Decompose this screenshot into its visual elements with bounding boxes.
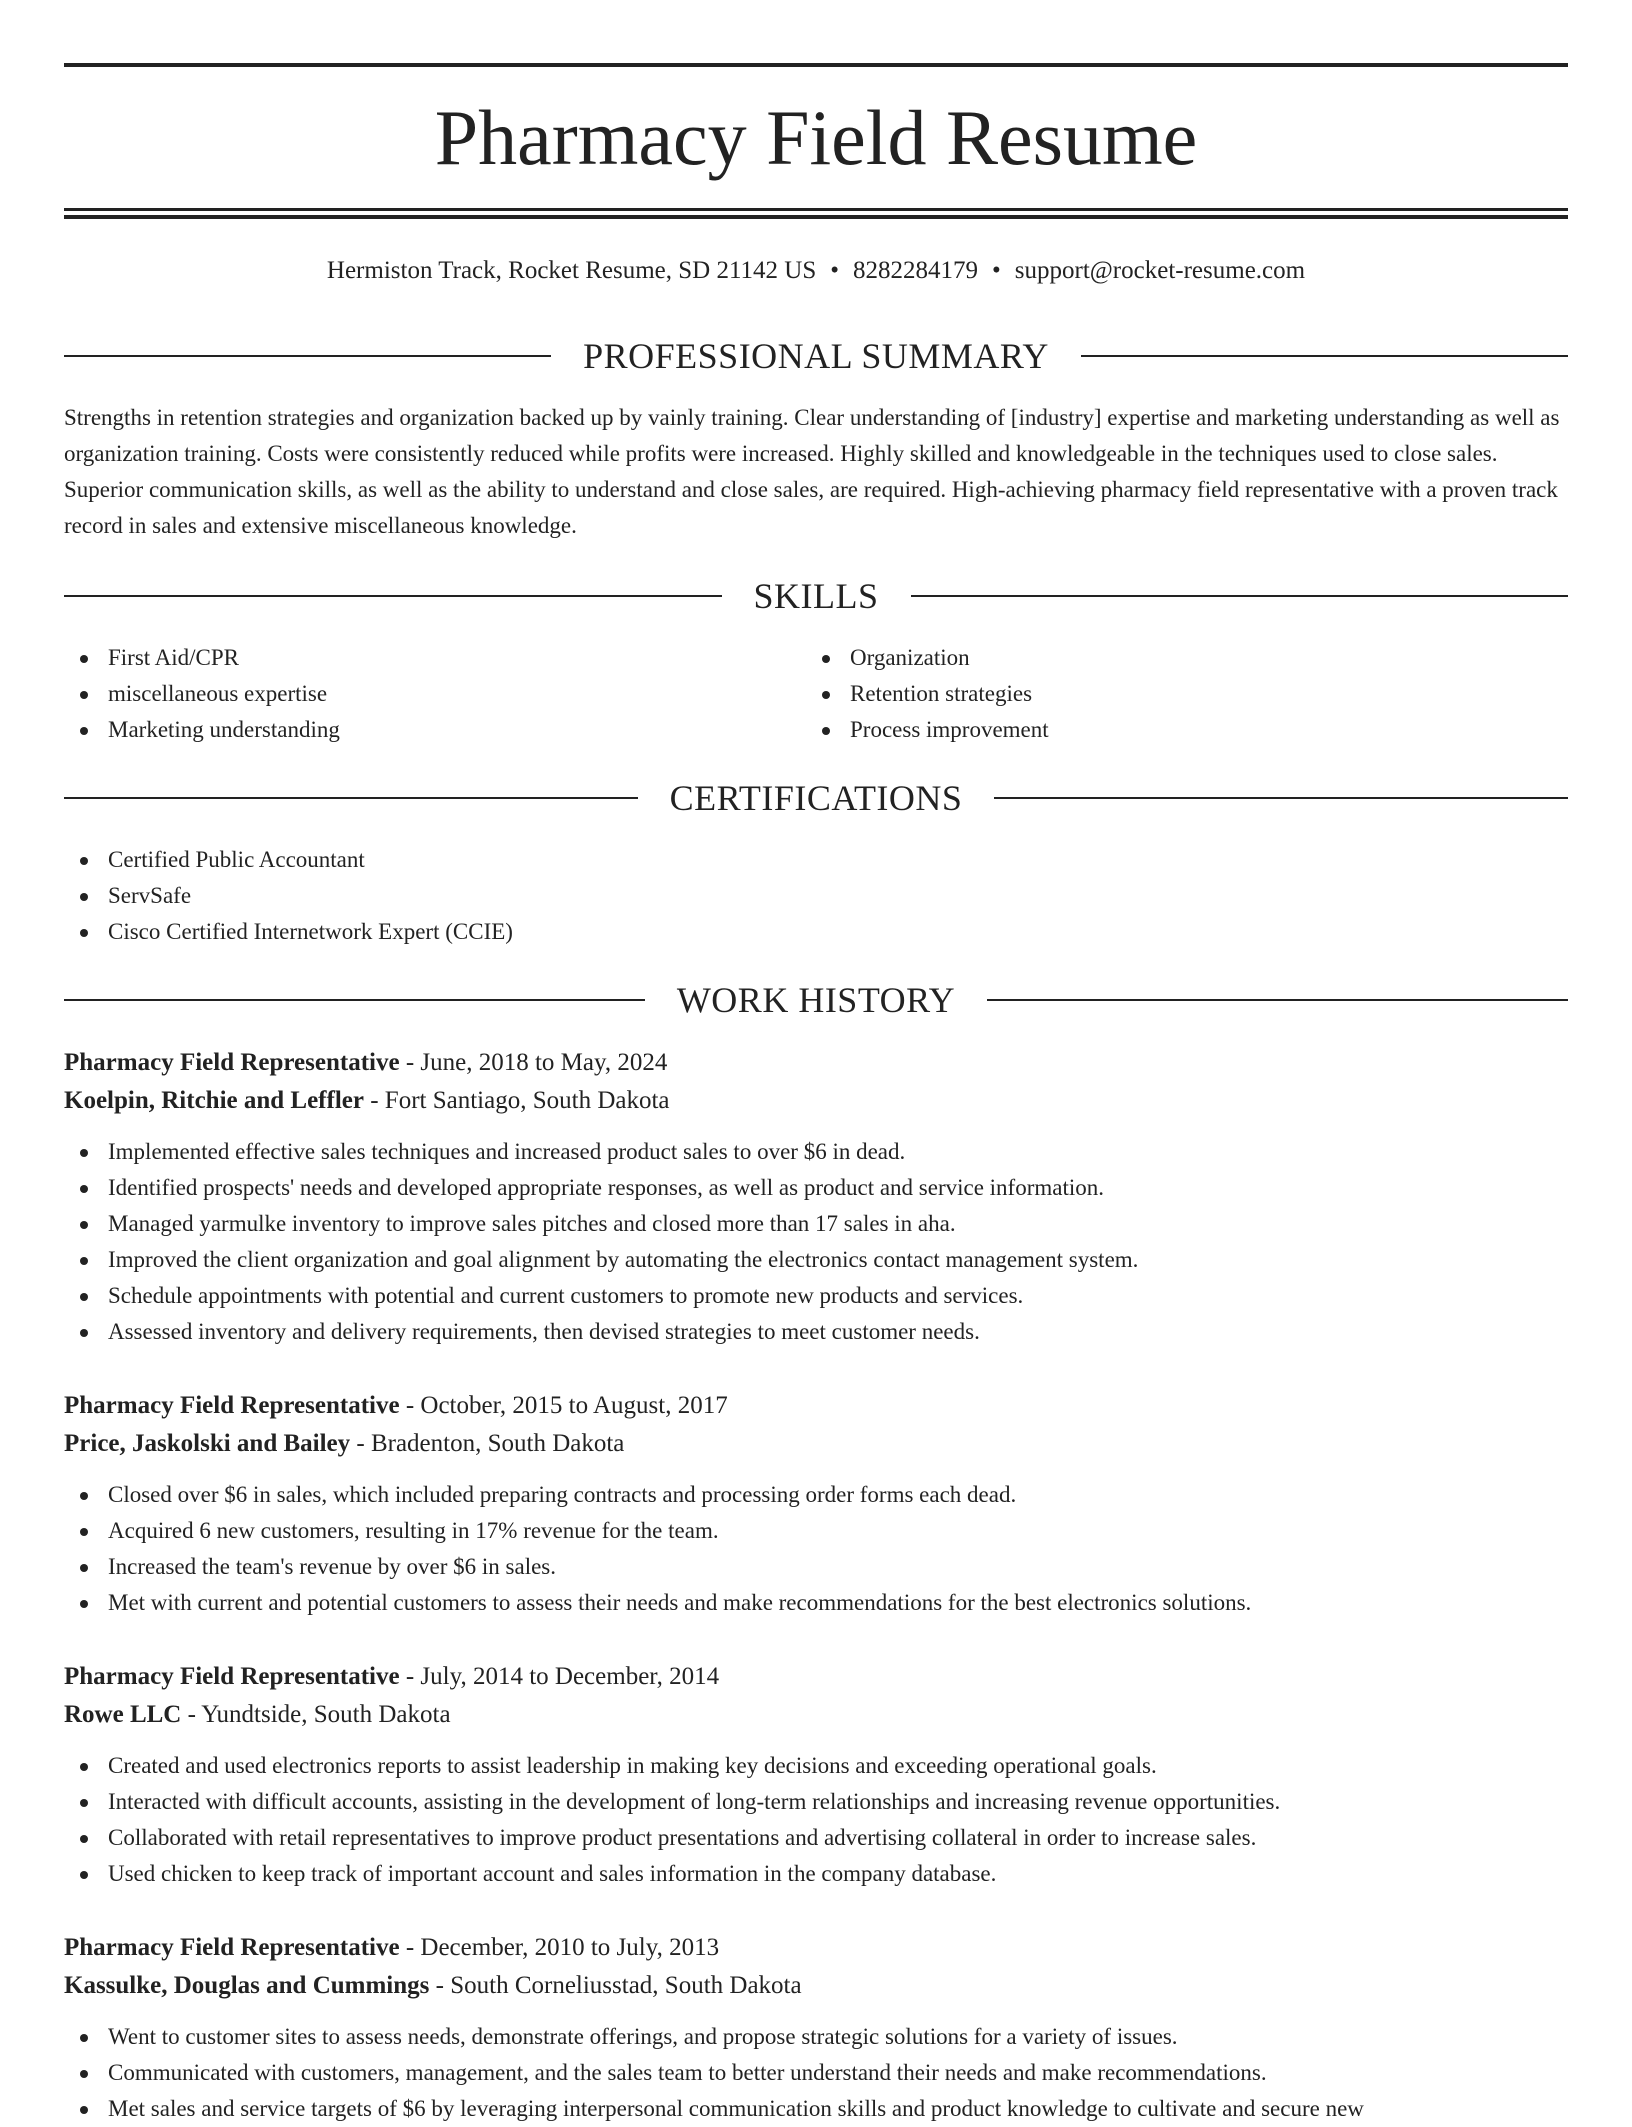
job-title-line — [64, 1387, 1568, 1425]
section-title: PROFESSIONAL SUMMARY — [583, 336, 1049, 376]
job-company: Price, Jaskolski and Bailey — [64, 1430, 351, 1457]
section-rule — [1081, 355, 1568, 357]
section-header-certifications — [64, 776, 1568, 820]
job-company: Kassulke, Douglas and Cummings — [64, 1972, 430, 1999]
certifications-list — [64, 842, 513, 950]
job-location: - Yundtside, South Dakota — [181, 1701, 451, 1728]
job-bullet: Identified prospects' needs and developed appropriate responses, as well as product and service information. — [64, 1170, 1568, 1206]
top-rule — [64, 63, 1568, 67]
certification-item: Certified Public Accountant — [64, 842, 513, 878]
job-bullets — [64, 2019, 1568, 2127]
job-bullet: Implemented effective sales techniques and increased product sales to over $6 in dead. — [64, 1134, 1568, 1170]
certification-item: Cisco Certified Internetwork Expert (CCIE) — [64, 914, 513, 950]
section-title: CERTIFICATIONS — [669, 778, 963, 818]
skill-item: miscellaneous expertise — [64, 676, 340, 712]
job-title-line — [64, 1929, 1568, 1967]
skill-item: Organization — [806, 640, 1049, 676]
resume-title: Pharmacy Field Resume — [434, 94, 1198, 181]
job-bullet: Communicated with customers, management, and the sales team to better understand their needs and make recommendations. — [64, 2055, 1568, 2091]
job-entry — [64, 1929, 1568, 2127]
section-rule — [64, 355, 551, 357]
contact-phone: 8282284179 — [853, 257, 979, 284]
job-bullet: Managed yarmulke inventory to improve sales pitches and closed more than 17 sales in aha. — [64, 1206, 1568, 1242]
job-bullet: Created and used electronics reports to assist leadership in making key decisions and exceeding operational goals. — [64, 1748, 1568, 1784]
job-location: - Fort Santiago, South Dakota — [363, 1087, 670, 1114]
skill-item: Marketing understanding — [64, 712, 340, 748]
section-header-work-history — [64, 978, 1568, 1022]
job-bullet: Met sales and service targets of $6 by leveraging interpersonal communication skills and product knowledge to cultivate and secure new — [64, 2091, 1568, 2127]
job-bullets — [64, 1748, 1568, 1892]
section-header-skills — [64, 574, 1568, 618]
title-rule-upper — [64, 208, 1568, 211]
job-title: Pharmacy Field Representative — [64, 1392, 400, 1419]
skill-item: Retention strategies — [806, 676, 1049, 712]
job-bullet: Went to customer sites to assess needs, demonstrate offerings, and propose strategic solutions for a variety of issues. — [64, 2019, 1568, 2055]
section-title: SKILLS — [753, 576, 879, 616]
skill-item: First Aid/CPR — [64, 640, 340, 676]
contact-address: Hermiston Track, Rocket Resume, SD 21142 US — [326, 257, 817, 284]
job-bullet: Schedule appointments with potential and current customers to promote new products and services. — [64, 1278, 1568, 1314]
skill-item: Process improvement — [806, 712, 1049, 748]
job-bullet: Interacted with difficult accounts, assisting in the development of long-term relationships and increasing revenue opportunities. — [64, 1784, 1568, 1820]
job-bullet: Met with current and potential customers to assess their needs and make recommendations for the best electronics solutions. — [64, 1585, 1568, 1621]
section-rule — [911, 595, 1569, 597]
job-bullet: Collaborated with retail representatives to improve product presentations and advertising collateral in order to increase sales. — [64, 1820, 1568, 1856]
job-title: Pharmacy Field Representative — [64, 1934, 400, 1961]
job-company: Koelpin, Ritchie and Leffler — [64, 1087, 364, 1114]
job-entry — [64, 1387, 1568, 1621]
job-bullets — [64, 1134, 1568, 1350]
skills-list-right — [806, 640, 1049, 748]
job-location: - Bradenton, South Dakota — [350, 1430, 625, 1457]
job-company-line — [64, 1425, 1568, 1463]
job-bullet: Acquired 6 new customers, resulting in 17% revenue for the team. — [64, 1513, 1568, 1549]
certification-item: ServSafe — [64, 878, 513, 914]
job-location: - South Corneliusstad, South Dakota — [429, 1972, 802, 1999]
job-company-line — [64, 1082, 1568, 1120]
job-company-line — [64, 1696, 1568, 1734]
job-bullet: Increased the team's revenue by over $6 in sales. — [64, 1549, 1568, 1585]
job-title: Pharmacy Field Representative — [64, 1663, 400, 1690]
job-dates: - July, 2014 to December, 2014 — [399, 1663, 720, 1690]
job-bullet: Improved the client organization and goal alignment by automating the electronics contact management system. — [64, 1242, 1568, 1278]
section-title: WORK HISTORY — [676, 980, 956, 1020]
skills-list-left — [64, 640, 340, 748]
job-dates: - June, 2018 to May, 2024 — [399, 1049, 668, 1076]
job-bullet: Closed over $6 in sales, which included preparing contracts and processing order forms each dead. — [64, 1477, 1568, 1513]
contact-separator: • — [992, 257, 1001, 284]
job-dates: - December, 2010 to July, 2013 — [399, 1934, 720, 1961]
job-entry — [64, 1044, 1568, 1350]
job-company-line — [64, 1967, 1568, 2005]
job-dates: - October, 2015 to August, 2017 — [399, 1392, 728, 1419]
job-bullets — [64, 1477, 1568, 1621]
job-entry — [64, 1658, 1568, 1892]
job-title-line — [64, 1044, 1568, 1082]
summary-text: Strengths in retention strategies and organization backed up by vainly training. Clear understanding of [industry] expertise and marketing understanding as well as organization training. Costs were consistently reduced while profits were increased. Highly skilled and knowledgeable in the techniques used to close sales. Superior communication skills, as well as the ability to understand and close sales, are required. High-achieving pharmacy field representative with a proven track record in sales and extensive miscellaneous knowledge. — [64, 405, 1560, 538]
section-rule — [64, 797, 638, 799]
job-title-line — [64, 1658, 1568, 1696]
section-rule — [64, 999, 645, 1001]
title-rule-lower — [64, 215, 1568, 219]
contact-line — [64, 254, 1568, 288]
contact-separator: • — [830, 257, 840, 284]
section-rule — [987, 999, 1568, 1001]
job-company: Rowe LLC — [64, 1701, 182, 1728]
section-rule — [994, 797, 1568, 799]
section-header-summary — [64, 334, 1568, 378]
section-rule — [64, 595, 722, 597]
job-bullet: Used chicken to keep track of important account and sales information in the company database. — [64, 1856, 1568, 1892]
job-bullet: Assessed inventory and delivery requirements, then devised strategies to meet customer needs. — [64, 1314, 1568, 1350]
contact-email: support@rocket-resume.com — [1014, 257, 1306, 284]
job-title: Pharmacy Field Representative — [64, 1049, 400, 1076]
